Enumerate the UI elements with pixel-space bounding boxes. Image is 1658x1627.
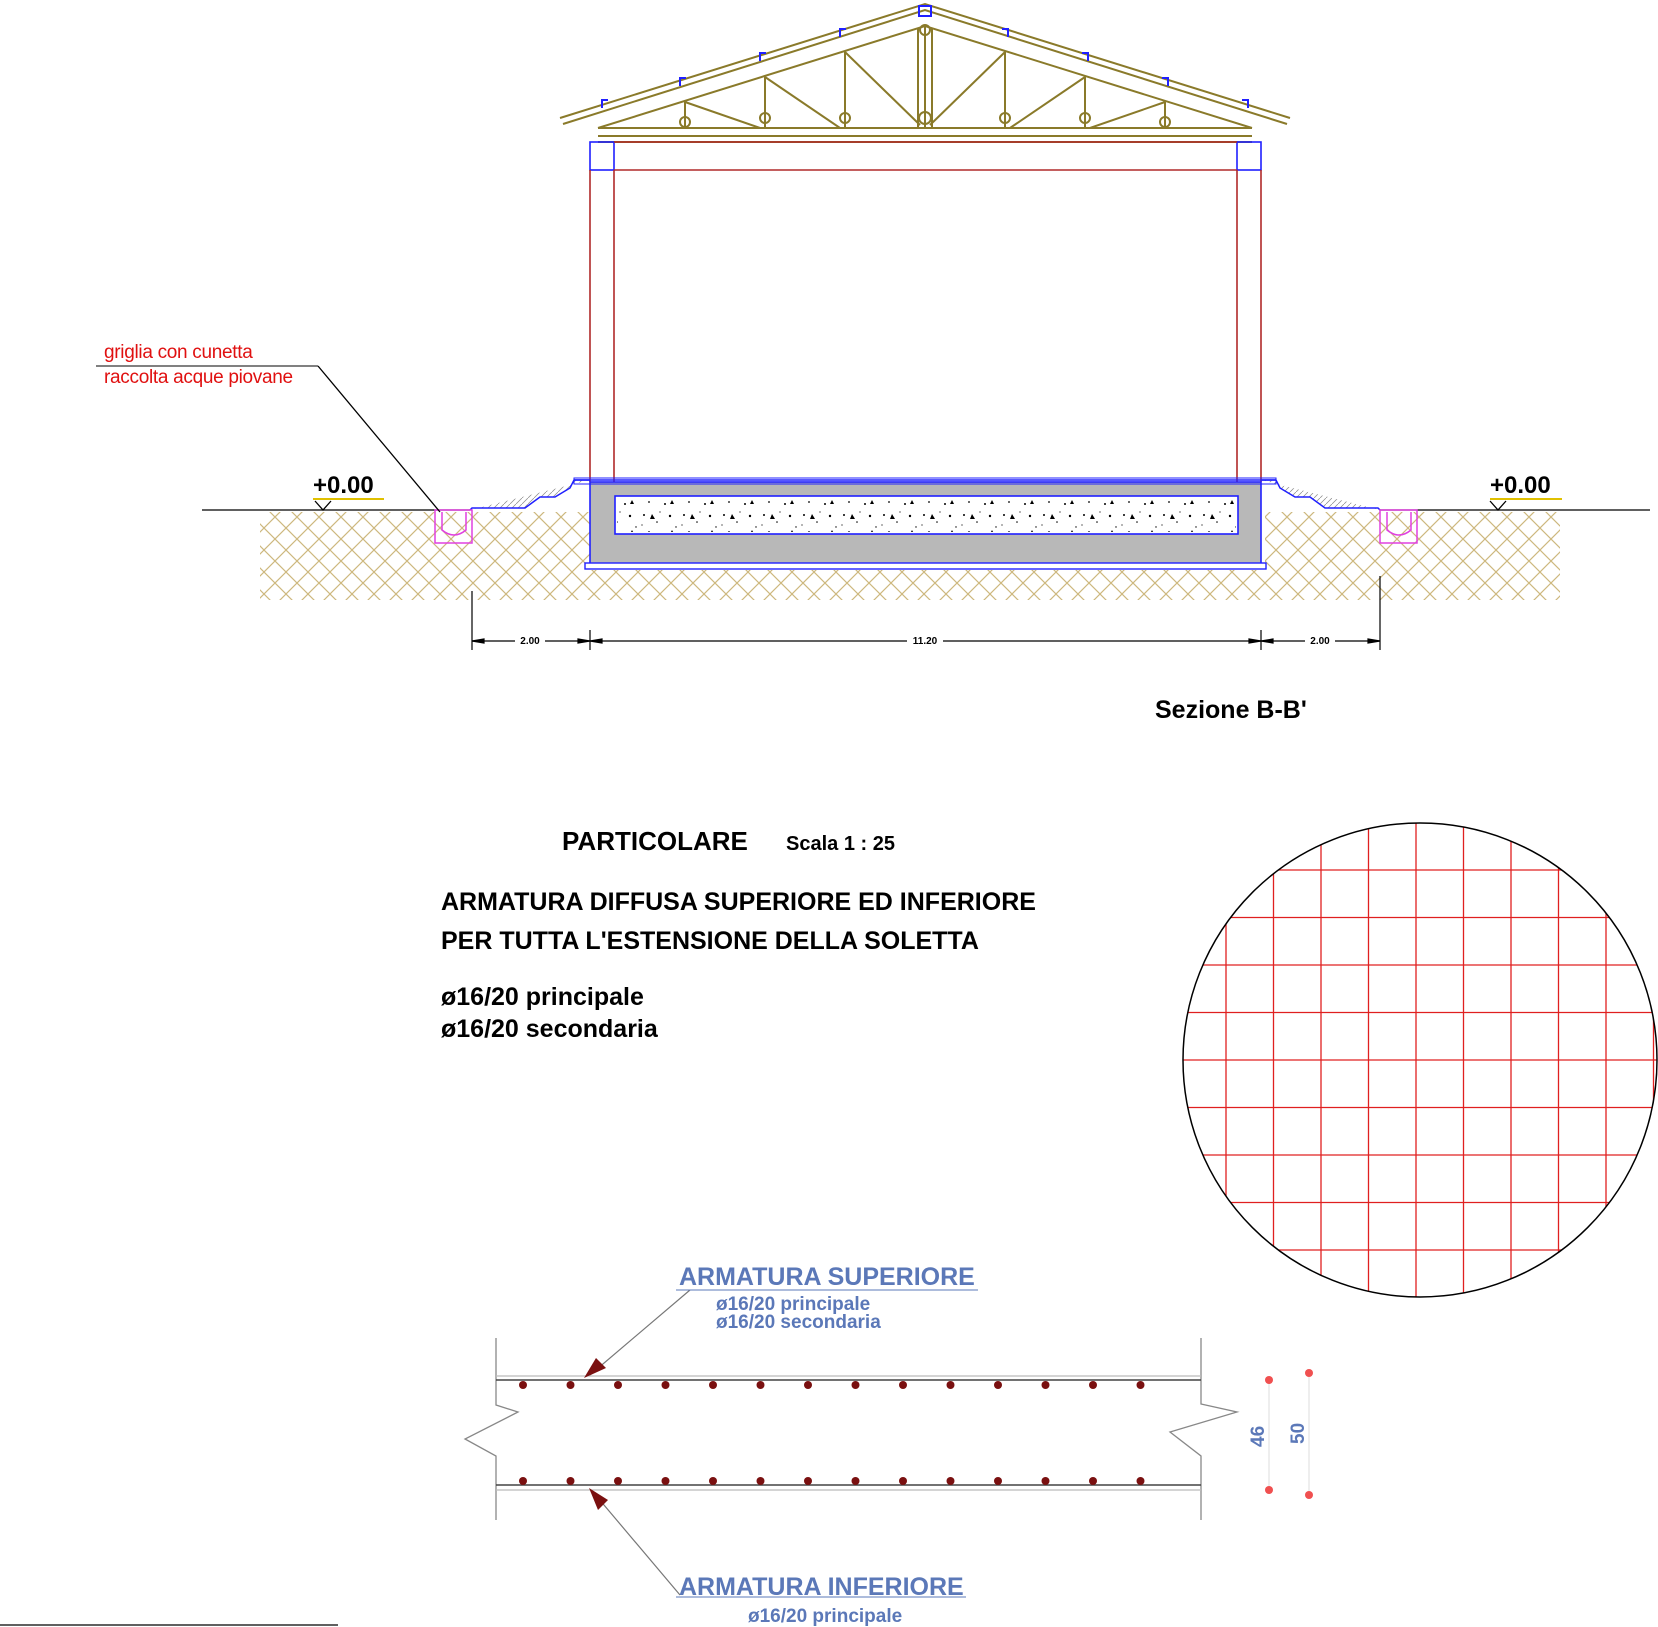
rebar-bar — [1042, 1381, 1050, 1389]
top-rebar-secondary: ø16/20 secondaria — [716, 1312, 881, 1333]
rebar-bar — [899, 1477, 907, 1485]
rebar-bar — [709, 1477, 717, 1485]
rebar-bar — [519, 1381, 527, 1389]
drain-label — [96, 342, 440, 512]
level-marker-right — [1490, 472, 1562, 510]
thickness-outer-label: 50 — [1288, 1422, 1309, 1444]
rebar-bar — [709, 1381, 717, 1389]
level-marker-left — [313, 472, 384, 510]
rebar-bar — [852, 1381, 860, 1389]
rebar-bar — [1089, 1381, 1097, 1389]
detail-heading: PARTICOLARE — [562, 826, 748, 856]
rebar-bar — [614, 1381, 622, 1389]
rebar-bar — [994, 1381, 1002, 1389]
bottom-rebar-title: ARMATURA INFERIORE — [679, 1573, 964, 1601]
rebar-bar — [662, 1381, 670, 1389]
level-left-text: +0.00 — [313, 472, 374, 499]
drain-label-line2: raccolta acque piovane — [104, 367, 293, 388]
drain-label-line1: griglia con cunetta — [104, 342, 253, 363]
bottom-rebar-main: ø16/20 principale — [748, 1606, 903, 1627]
frame-columns — [590, 142, 1261, 482]
section-title: Sezione B-B' — [1155, 696, 1307, 724]
top-rebar-main: ø16/20 principale — [716, 1294, 871, 1315]
rebar-top-row — [519, 1381, 1145, 1389]
detail-bar-main: ø16/20 principale — [441, 983, 644, 1011]
rebar-bar — [1137, 1477, 1145, 1485]
rebar-bar — [947, 1381, 955, 1389]
thickness-dims — [1248, 1369, 1313, 1499]
rebar-bar — [899, 1381, 907, 1389]
dim-center-label: 11.20 — [912, 636, 938, 647]
rebar-bar — [1137, 1381, 1145, 1389]
roof-truss — [560, 4, 1290, 142]
mesh-detail-circle — [1179, 823, 1658, 1298]
rebar-bar — [757, 1477, 765, 1485]
rebar-bar — [519, 1477, 527, 1485]
rebar-bar — [567, 1477, 575, 1485]
level-right-text: +0.00 — [1490, 472, 1551, 499]
rebar-bottom-row — [519, 1477, 1145, 1485]
thickness-inner-label: 46 — [1248, 1425, 1269, 1447]
rebar-bar — [614, 1477, 622, 1485]
rebar-bar — [994, 1477, 1002, 1485]
rebar-bar — [1042, 1477, 1050, 1485]
rebar-bar — [804, 1477, 812, 1485]
rebar-bar — [804, 1381, 812, 1389]
top-rebar-title: ARMATURA SUPERIORE — [679, 1263, 975, 1291]
rebar-bar — [662, 1477, 670, 1485]
detail-desc-line1: ARMATURA DIFFUSA SUPERIORE ED INFERIORE — [441, 888, 1036, 916]
rebar-bar — [852, 1477, 860, 1485]
detail-bar-secondary: ø16/20 secondaria — [441, 1015, 658, 1043]
dim-left-label: 2.00 — [520, 636, 540, 647]
slab-reinforcement-section — [465, 1290, 1237, 1597]
dim-right-label: 2.00 — [1310, 636, 1330, 647]
rebar-bar — [1089, 1477, 1097, 1485]
rebar-bar — [757, 1381, 765, 1389]
rebar-bar — [567, 1381, 575, 1389]
detail-scale: Scala 1 : 25 — [786, 833, 895, 855]
detail-desc-line2: PER TUTTA L'ESTENSIONE DELLA SOLETTA — [441, 927, 979, 955]
rebar-bar — [947, 1477, 955, 1485]
ground-section — [202, 478, 1650, 600]
